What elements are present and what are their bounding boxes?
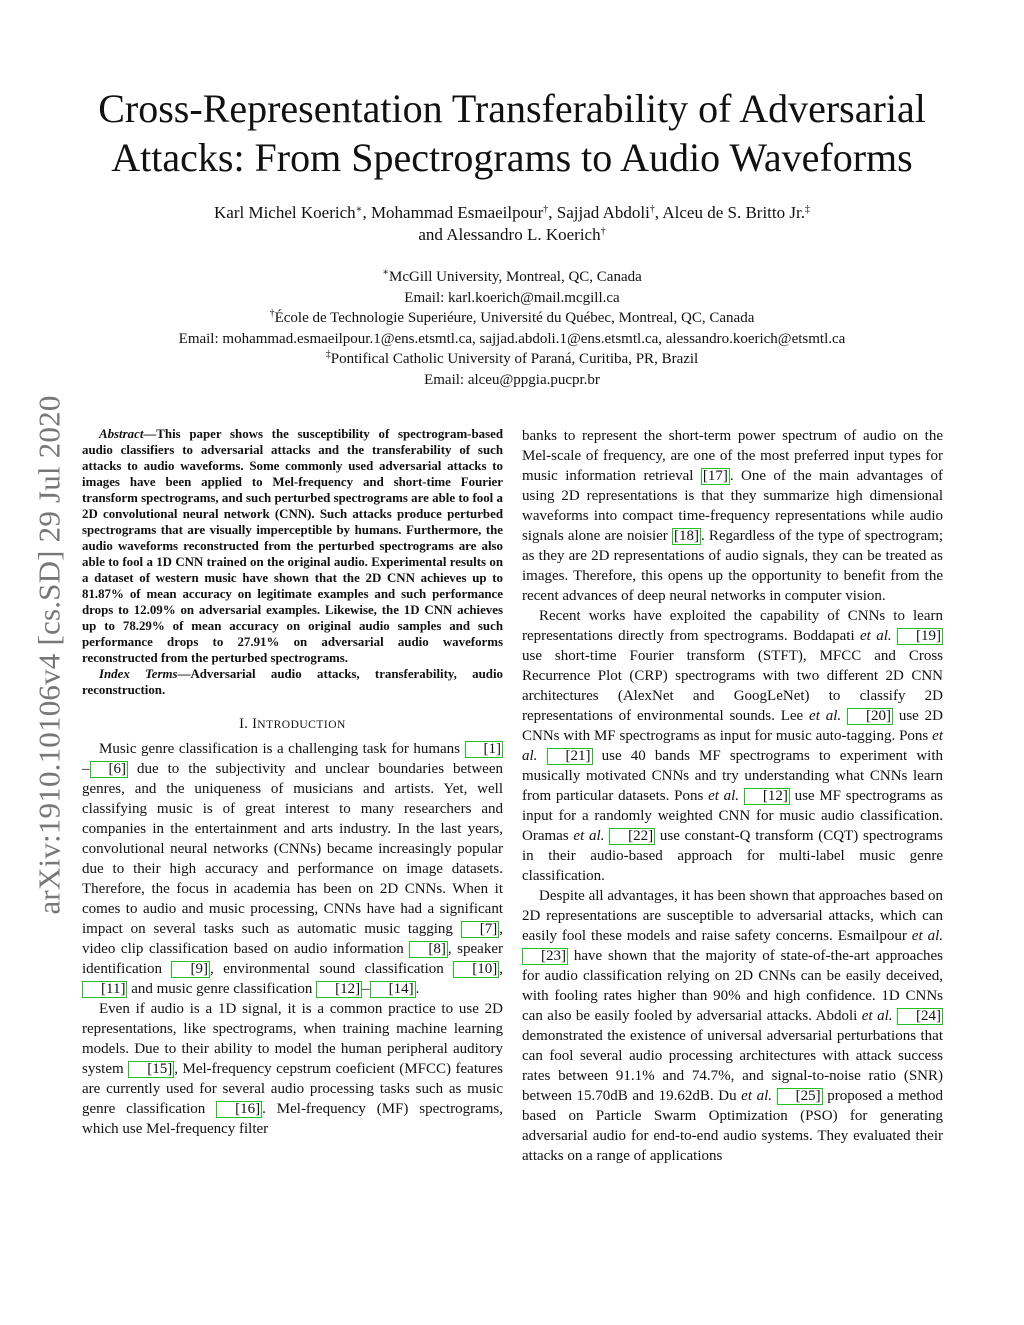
citation-link[interactable]: [25] (777, 1088, 823, 1105)
text-run: due to the subjectivity and unclear boundaries between genres, and the uniqueness of musicians and artists. Yet, well classifying music is of great interest to many researchers and companies in the entertainment and arts industry. In the last years, convolutional neural networks (CNNs) became increasingly popular due to their high accuracy and performance on image datasets. Therefore, the focus in academia has been on 2D CNNs. When it comes to audio and music processing, CNNs have had a significant impact on several tasks such as automatic music tagging (82, 761, 503, 937)
paragraph (522, 606, 943, 886)
affiliation-mark: † (600, 226, 606, 237)
et-al: et al. (573, 828, 605, 844)
et-al: et al. (708, 788, 740, 804)
text-run: , video clip classification based on audio information (82, 921, 503, 957)
section-title: NTRODUCTION (257, 719, 346, 731)
author-list (60, 202, 964, 246)
text-run: – (82, 761, 90, 777)
citation-link[interactable]: [12] (316, 981, 362, 998)
affiliation-email: Email: mohammad.esmaeilpour.1@ens.etsmtl.ca, sajjad.abdoli.1@ens.etsmtl.ca, alessandro.koerich@etsmtl.ca (178, 330, 846, 347)
text-run: use short-time Fourier transform (STFT), MFCC and Cross Recurrence Plot (CRP) spectrograms with two different 2D CNN architectures (AlexNet and GoogLeNet) to classify 2D representations of environmental sounds. Lee (522, 648, 943, 724)
citation-link[interactable]: [11] (82, 981, 127, 998)
citation-link[interactable]: [8] (409, 941, 448, 958)
affiliation-mark: ∗ (382, 267, 390, 278)
author-name: , Mohammad Esmaeilpour (362, 203, 544, 222)
affiliation-mark: † (543, 204, 549, 215)
text-run: use 40 bands MF spectrograms to experiment with musically motivated CNNs and try understanding what CNNs learn from particular datasets. Pons (522, 748, 943, 804)
text-run: Even if audio is a 1D signal, it is a common practice to use 2D representations, like spectrograms, when training machine learning models. Due to their ability to model the human peripheral auditory system (82, 1001, 503, 1077)
text-run: Music genre classification is a challenging task for humans (99, 741, 465, 757)
text-run: use constant-Q transform (CQT) spectrograms in their audio-based approach for multi-label music genre classification. (522, 828, 943, 884)
citation-link[interactable]: [24] (897, 1008, 943, 1025)
author-line-1 (60, 202, 964, 224)
affiliation-text: École de Technologie Superiéure, Université du Québec, Montreal, QC, Canada (274, 310, 755, 327)
affiliation-ets (40, 308, 984, 329)
text-run: . (415, 981, 420, 997)
affiliation-text: Pontifical Catholic University of Paraná, Curitiba, PR, Brazil (330, 351, 699, 368)
section-number: I. I (239, 716, 258, 732)
abstract-text: —This paper shows the susceptibility of spectrogram-based audio classifiers to adversarial attacks and the transferability of such attacks to audio waveforms. Some commonly used adversarial attacks to images have been applied to Mel-frequency and short-time Fourier transform spectrograms, and such perturbed spectrograms are able to fool a 2D convolutional neural network (CNN). Such attacks produce perturbed spectrograms that are visually imperceptible by humans. Furthermore, the audio waveforms reconstructed from the perturbed spectrograms are also able to fool a 1D CNN trained on the original audio. Experimental results on a dataset of western music have shown that the 2D CNN achieves up to 81.87% of mean accuracy on legitimate examples and such performance drops to 12.09% on adversarial examples. Likewise, the 1D CNN achieves up to 78.29% of mean accuracy on original audio samples and such performance drops to 27.91% on adversarial audio waveforms reconstructed from the perturbed spectrograms. (82, 427, 503, 665)
citation-link[interactable]: [19] (897, 628, 943, 645)
author-line-2 (60, 224, 964, 246)
text-run: , speaker identification (82, 941, 503, 977)
affiliation-mark: ‡ (804, 204, 810, 215)
citation-link[interactable]: [15] (128, 1061, 174, 1078)
affiliation-email: Email: alceu@ppgia.pucpr.br (424, 371, 600, 388)
arxiv-identifier: arXiv:1910.10106v4 [cs.SD] 29 Jul 2020 (32, 395, 68, 915)
citation-link[interactable]: [21] (547, 748, 593, 765)
section-heading-introduction (82, 716, 503, 733)
author-name: , Sajjad Abdoli (548, 203, 650, 222)
text-run: demonstrated the existence of universal adversarial perturbations that can fool several audio processing architectures with attack success rates between 91.1% and 74.7%, and signal-to-noise ratio (SNR) between 15.70dB and 19.62dB. Du (522, 1028, 943, 1104)
affiliation-mcgill (40, 267, 984, 288)
author-name: and Alessandro L. Koerich (418, 225, 601, 244)
text-run: use 2D CNNs with MF spectrograms as input for music auto-tagging. Pons (522, 708, 943, 744)
paragraph (522, 886, 943, 1166)
citation-link[interactable]: [16] (216, 1101, 262, 1118)
citation-link[interactable]: [12] (744, 788, 790, 805)
text-run: use MF spectrograms as input for a randomly weighted CNN for music audio classification. Oramas (522, 788, 943, 844)
citation-link[interactable]: [17] (702, 468, 728, 484)
affiliation-mark: ‡ (325, 349, 331, 361)
right-column (522, 426, 943, 1166)
text-run: have shown that the majority of state-of-the-art approaches for audio classification relying on 2D CNNs can be easily deceived, with fooling rates higher than 90% and high confidence. 1D CNNs can also be easily fooled by adversarial attacks. Abdoli (522, 948, 943, 1024)
et-al: et al. (860, 628, 892, 644)
et-al: et al. (911, 928, 943, 944)
left-column (82, 426, 503, 1139)
text-run (537, 748, 546, 764)
affiliation-text: McGill University, Montreal, QC, Canada (389, 269, 642, 285)
text-run: and music genre classification (127, 981, 317, 997)
text-run: . Regardless of the type of spectrogram; as they are 2D representations of audio signals, they can be treated as images. Therefore, this opens up the opportunity to benefit from the recent advances of deep neural networks in computer vision. (522, 528, 943, 604)
paragraph (522, 426, 943, 606)
text-run: . One of the main advantages of using 2D representations is that they summarize high dimensional waveforms into compact time-frequency representations while audio signals alone are noisier (522, 468, 943, 544)
text-run: – (362, 981, 370, 997)
text-run: Despite all advantages, it has been shown that approaches based on 2D representations are susceptible to adversarial attacks, which can easily fool these models and raise safety concerns. Esmailpour (522, 888, 943, 944)
text-run: Recent works have exploited the capability of CNNs to learn representations directly from spectrograms. Boddapati (522, 608, 943, 644)
et-al: et al. (522, 728, 943, 764)
paragraph (82, 739, 503, 999)
author-name: Karl Michel Koerich (214, 203, 356, 222)
index-terms (82, 666, 503, 698)
text-run: proposed a method based on Particle Swarm Optimization (PSO) for generating adversarial audio for end-to-end audio systems. They evaluated their attacks on a range of applications (522, 1088, 944, 1164)
citation-link[interactable]: [18] (673, 528, 699, 544)
paragraph (82, 999, 503, 1139)
affiliations (40, 267, 984, 391)
citation-link[interactable]: [23] (522, 948, 568, 965)
citation-link[interactable]: [22] (609, 828, 655, 845)
index-terms-label: Index Terms (99, 667, 178, 681)
et-al: et al. (741, 1088, 773, 1104)
citation-link[interactable]: [20] (847, 708, 893, 725)
citation-link[interactable]: [1] (465, 741, 504, 758)
title-line-1: Cross-Representation Transferability of Adversarial (98, 86, 926, 131)
text-run: , (499, 961, 503, 977)
citation-link[interactable]: [6] (90, 761, 129, 778)
text-run: , Mel-frequency cepstrum coeficient (MFCC) features are currently used for several audio processing tasks such as music genre classification (82, 1061, 503, 1117)
citation-link[interactable]: [9] (171, 961, 210, 978)
citation-link[interactable]: [10] (453, 961, 499, 978)
affiliation-mark: † (649, 204, 655, 215)
affiliation-mark: ∗ (355, 204, 363, 215)
text-run: . Mel-frequency (MF) spectrograms, which use Mel-frequency filter (82, 1101, 504, 1137)
affiliation-mark: † (269, 308, 275, 320)
author-name: , Alceu de S. Britto Jr. (654, 203, 805, 222)
text-run: , environmental sound classification (209, 961, 454, 977)
citation-link[interactable]: [7] (461, 921, 500, 938)
et-al: et al. (809, 708, 842, 724)
et-al: et al. (861, 1008, 893, 1024)
affiliation-pucpr (40, 349, 984, 370)
text-run: banks to represent the short-term power spectrum of audio on the Mel-scale of frequency, are one of the most preferred input types for music information retrieval (522, 428, 943, 484)
citation-link[interactable]: [14] (370, 981, 416, 998)
abstract-label: Abstract (99, 427, 144, 441)
title-line-2: Attacks: From Spectrograms to Audio Waveforms (111, 135, 913, 180)
paper-title (40, 84, 984, 182)
arxiv-stamp (30, 365, 70, 945)
abstract (82, 426, 503, 666)
affiliation-email: Email: karl.koerich@mail.mcgill.ca (404, 289, 620, 306)
index-terms-text: —Adversarial audio attacks, transferability, audio reconstruction. (82, 667, 503, 697)
